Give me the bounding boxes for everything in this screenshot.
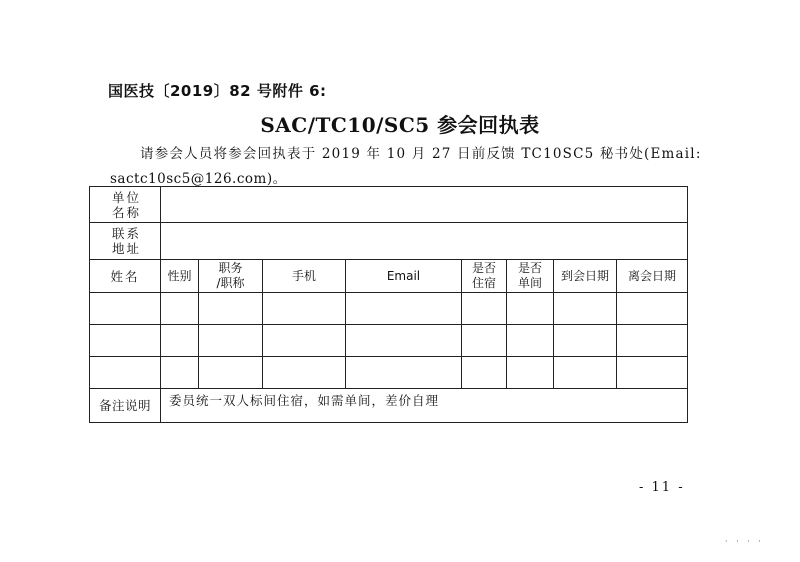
page-number: - 11 - [639,480,685,495]
unit-label-line1: 单位 [112,189,142,205]
intro-line-1: 请参会人员将参会回执表于 2019 年 10 月 27 日前反馈 TC10SC5 秘书处(Email: [140,146,702,162]
cell-email[interactable] [346,325,462,357]
scan-marks: · · · · [725,537,764,546]
cell-title[interactable] [199,357,263,389]
table-row [90,357,688,389]
cell-mobile[interactable] [263,357,346,389]
header-single-line1: 是否 [517,261,542,275]
table-row [90,293,688,325]
cell-single-room[interactable] [507,357,554,389]
cell-departure-date[interactable] [617,293,688,325]
header-title [199,260,263,293]
header-title-line2: /职称 [216,276,245,290]
unit-label [90,187,161,223]
cell-name[interactable] [90,293,161,325]
unit-row [90,187,688,223]
header-lodging [462,260,507,293]
cell-lodging[interactable] [462,293,507,325]
header-mobile: 手机 [263,260,346,293]
address-value-cell[interactable] [161,223,688,260]
header-gender: 性别 [161,260,199,293]
cell-lodging[interactable] [462,357,507,389]
cell-single-room[interactable] [507,325,554,357]
note-label: 备注说明 [90,389,161,423]
header-email: Email [346,260,462,293]
header-lodging-line1: 是否 [471,261,496,275]
header-single-line2: 单间 [517,276,542,290]
cell-single-room[interactable] [507,293,554,325]
cell-gender[interactable] [161,293,199,325]
cell-title[interactable] [199,293,263,325]
cell-email[interactable] [346,293,462,325]
cell-arrival-date[interactable] [554,293,617,325]
header-lodging-line2: 住宿 [471,276,496,290]
address-label-line2: 地址 [112,241,142,256]
cell-lodging[interactable] [462,325,507,357]
header-name: 姓名 [90,260,161,293]
address-label-line1: 联系 [112,226,142,241]
header-departure-date: 离会日期 [617,260,688,293]
cell-gender[interactable] [161,325,199,357]
header-row [90,260,688,293]
unit-label-line2: 名称 [112,204,142,220]
cell-name[interactable] [90,325,161,357]
address-row [90,223,688,260]
cell-gender[interactable] [161,357,199,389]
document-title: SAC/TC10/SC5 参会回执表 [260,113,540,137]
cell-arrival-date[interactable] [554,325,617,357]
receipt-table [89,186,688,423]
intro-line-2: sactc10sc5@126.com)。 [110,171,287,187]
cell-name[interactable] [90,357,161,389]
header-arrival-date: 到会日期 [554,260,617,293]
note-row [90,389,688,423]
header-title-line1: 职务 [218,261,243,275]
cell-departure-date[interactable] [617,325,688,357]
cell-title[interactable] [199,325,263,357]
header-single-room [507,260,554,293]
unit-value-cell[interactable] [161,187,688,223]
document-reference: 国医技〔2019〕82 号附件 6: [108,82,327,100]
cell-mobile[interactable] [263,293,346,325]
cell-arrival-date[interactable] [554,357,617,389]
cell-email[interactable] [346,357,462,389]
cell-departure-date[interactable] [617,357,688,389]
note-text: 委员统一双人标间住宿，如需单间，差价自理 [161,389,688,423]
table-row [90,325,688,357]
address-label [90,223,161,260]
cell-mobile[interactable] [263,325,346,357]
